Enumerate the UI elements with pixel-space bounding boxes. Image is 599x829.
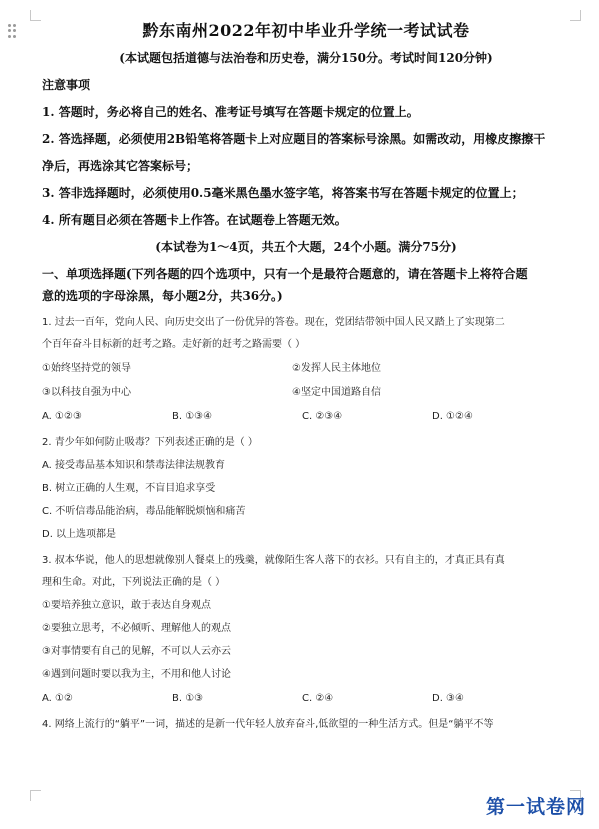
question-3-option-a: A. ①② — [42, 693, 73, 704]
notice-item: 2. 答选择题，必须使用2B铅笔将答题卡上对应题目的答案标号涂黑。如需改动，用橡皮擦擦干 — [42, 132, 546, 146]
notice-item: 净后，再选涂其它答案标号； — [42, 159, 199, 173]
page-corner-mark — [30, 10, 41, 21]
section-heading: 一、单项选择题(下列各题的四个选项中，只有一个是最符合题意的，请在答题卡上将符合题 — [42, 267, 528, 281]
notice-item: 4. 所有题目必须在答题卡上作答。在试题卷上答题无效。 — [42, 213, 347, 227]
question-3-option-d: D. ③④ — [432, 693, 464, 704]
paper-info: (本试卷为1～4页，共五个大题，24个小题。满分75分) — [155, 240, 457, 254]
question-2-option-c: C. 不听信毒品能治病，毒品能解脱烦恼和痛苦 — [42, 506, 246, 517]
question-4-stem: 4. 网络上流行的“躺平”一词，描述的是新一代年轻人放弃奋斗,低欲望的一种生活方式。但是“躺平不等 — [42, 719, 494, 730]
exam-subtitle: (本试题包括道德与法治卷和历史卷，满分150分。考试时间120分钟) — [119, 51, 493, 65]
question-1-item: ③以科技自强为中心 — [42, 387, 131, 398]
question-3-option-c: C. ②④ — [302, 693, 334, 704]
question-3-stem: 3. 叔本华说，他人的思想就像别人餐桌上的残羹，就像陌生客人落下的衣衫。只有自主的，才真正具有真 — [42, 555, 505, 566]
question-1-option-b: B. ①③④ — [172, 411, 213, 422]
question-3-item: ①要培养独立意识，敢于表达自身观点 — [42, 600, 211, 611]
section-heading-cont: 意的选项的字母涂黑，每小题2分，共36分。) — [42, 289, 283, 303]
page-corner-mark — [570, 10, 581, 21]
question-2-option-d: D. 以上选项都是 — [42, 529, 117, 540]
question-1-option-a: A. ①②③ — [42, 411, 82, 422]
notice-item: 3. 答非选择题时，必须使用0.5毫米黑色墨水签字笔，将答案书写在答题卡规定的位置上； — [42, 186, 524, 200]
question-3-option-b: B. ①③ — [172, 693, 204, 704]
notice-item: 1. 答题时，务必将自己的姓名、准考证号填写在答题卡规定的位置上。 — [42, 105, 419, 119]
question-1-stem: 1. 过去一百年，党向人民、向历史交出了一份优异的答卷。现在，党团结带领中国人民又踏上了实现第二 — [42, 317, 505, 328]
question-3-stem-cont: 理和生命。对此，下列说法正确的是（ ） — [42, 577, 226, 588]
site-watermark: 第一试卷网 — [486, 796, 587, 818]
question-1-stem-cont: 个百年奋斗目标新的赶考之路。走好新的赶考之路需要（ ） — [42, 339, 306, 350]
question-3-item: ④遇到问题时要以我为主，不用和他人讨论 — [42, 669, 231, 680]
question-2-option-b: B. 树立正确的人生观，不盲目追求享受 — [42, 483, 216, 494]
page-title: 黔东南州2022年初中毕业升学统一考试试卷 — [142, 21, 470, 40]
question-2-option-a: A. 接受毒品基本知识和禁毒法律法规教育 — [42, 460, 226, 471]
page-corner-mark — [30, 790, 41, 801]
question-2-stem: 2. 青少年如何防止吸毒？下列表述正确的是（ ） — [42, 437, 258, 448]
notice-heading: 注意事项 — [42, 78, 91, 92]
question-3-item: ③对事情要有自己的见解，不可以人云亦云 — [42, 646, 231, 657]
question-1-item: ④坚定中国道路自信 — [292, 387, 381, 398]
document-page — [42, 20, 570, 733]
question-3-item: ②要独立思考，不必倾听、理解他人的观点 — [42, 623, 231, 634]
drag-handle-icon[interactable] — [8, 24, 16, 38]
question-1-option-c: C. ②③④ — [302, 411, 343, 422]
question-1-item: ②发挥人民主体地位 — [292, 363, 381, 374]
question-1-item: ①始终坚持党的领导 — [42, 363, 131, 374]
question-1-option-d: D. ①②④ — [432, 411, 473, 422]
